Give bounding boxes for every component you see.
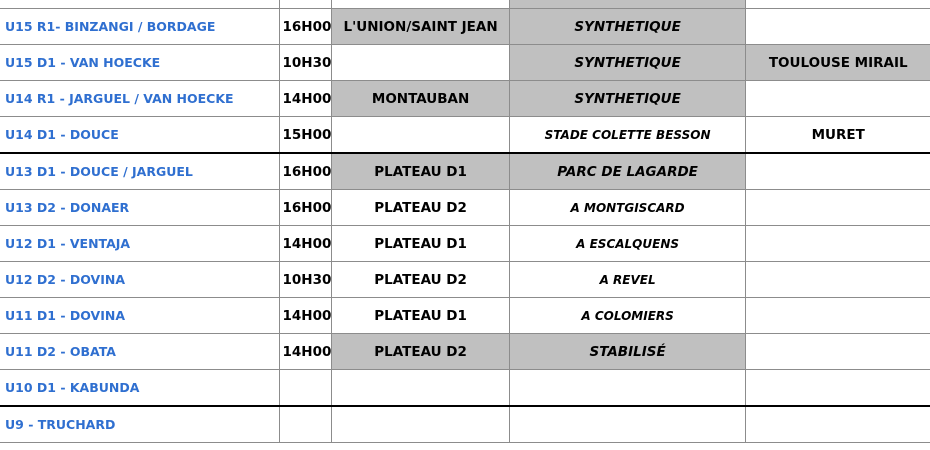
extra-cell: MURET — [746, 117, 930, 154]
opponent-cell — [332, 45, 509, 81]
extra-cell — [746, 334, 930, 370]
time-cell: 14H00 — [280, 298, 332, 334]
extra-cell — [746, 406, 930, 443]
extra-cell — [746, 0, 930, 9]
team-cell: U14 R1 - JARGUEL / VAN HOECKE — [0, 81, 280, 117]
table-row — [0, 262, 930, 298]
team-cell: U11 D2 - OBATA — [0, 334, 280, 370]
team-cell: U14 D1 - DOUCE — [0, 117, 280, 154]
team-cell: U9 - TRUCHARD — [0, 406, 280, 443]
table-row — [0, 226, 930, 262]
extra-cell — [746, 9, 930, 45]
opponent-cell: MONTAUBAN — [332, 81, 509, 117]
venue-cell: A MONTGISCARD — [509, 190, 746, 226]
table-row — [0, 117, 930, 154]
time-cell — [280, 0, 332, 9]
opponent-cell — [332, 117, 509, 154]
team-cell: U10 D1 - KABUNDA — [0, 370, 280, 407]
opponent-cell — [332, 406, 509, 443]
team-cell: U15 D1 - VAN HOECKE — [0, 45, 280, 81]
venue-cell: STABILISÉ — [509, 334, 746, 370]
time-cell: 16H00 — [280, 190, 332, 226]
opponent-cell: PLATEAU D2 — [332, 190, 509, 226]
table-row — [0, 298, 930, 334]
venue-cell: A REVEL — [509, 262, 746, 298]
extra-cell: TOULOUSE MIRAIL — [746, 45, 930, 81]
opponent-cell: PLATEAU D1 — [332, 298, 509, 334]
team-cell: U13 D1 - DOUCE / JARGUEL — [0, 153, 280, 190]
table-row — [0, 45, 930, 81]
venue-cell — [509, 406, 746, 443]
extra-cell — [746, 370, 930, 407]
opponent-cell: L'UNION/SAINT JEAN — [332, 9, 509, 45]
time-cell: 10H30 — [280, 45, 332, 81]
extra-cell — [746, 226, 930, 262]
table-row — [0, 0, 930, 9]
team-cell: U15 R1- BINZANGI / BORDAGE — [0, 9, 280, 45]
opponent-cell: PLATEAU D1 — [332, 153, 509, 190]
extra-cell — [746, 262, 930, 298]
extra-cell — [746, 298, 930, 334]
opponent-cell: PLATEAU D2 — [332, 334, 509, 370]
venue-cell — [509, 0, 746, 9]
time-cell: 14H00 — [280, 226, 332, 262]
team-cell: U13 D2 - DONAER — [0, 190, 280, 226]
time-cell: 10H30 — [280, 262, 332, 298]
opponent-cell: PLATEAU D1 — [332, 226, 509, 262]
team-cell — [0, 0, 280, 9]
time-cell — [280, 370, 332, 407]
opponent-cell — [332, 370, 509, 407]
time-cell: 14H00 — [280, 81, 332, 117]
time-cell: 16H00 — [280, 153, 332, 190]
table-row — [0, 9, 930, 45]
venue-cell: A COLOMIERS — [509, 298, 746, 334]
team-cell: U12 D1 - VENTAJA — [0, 226, 280, 262]
table-row — [0, 190, 930, 226]
time-cell: 15H00 — [280, 117, 332, 154]
venue-cell: STADE COLETTE BESSON — [509, 117, 746, 154]
team-cell: U11 D1 - DOVINA — [0, 298, 280, 334]
extra-cell — [746, 81, 930, 117]
team-cell: U12 D2 - DOVINA — [0, 262, 280, 298]
venue-cell: SYNTHETIQUE — [509, 9, 746, 45]
table-row — [0, 406, 930, 443]
venue-cell: SYNTHETIQUE — [509, 81, 746, 117]
table-row — [0, 334, 930, 370]
table-row — [0, 81, 930, 117]
venue-cell: A ESCALQUENS — [509, 226, 746, 262]
time-cell — [280, 406, 332, 443]
table-row — [0, 153, 930, 190]
venue-cell: PARC DE LAGARDE — [509, 153, 746, 190]
table-row — [0, 370, 930, 407]
extra-cell — [746, 153, 930, 190]
time-cell: 14H00 — [280, 334, 332, 370]
venue-cell — [509, 370, 746, 407]
time-cell: 16H00 — [280, 9, 332, 45]
extra-cell — [746, 190, 930, 226]
opponent-cell: PLATEAU D2 — [332, 262, 509, 298]
opponent-cell — [332, 0, 509, 9]
venue-cell: SYNTHETIQUE — [509, 45, 746, 81]
